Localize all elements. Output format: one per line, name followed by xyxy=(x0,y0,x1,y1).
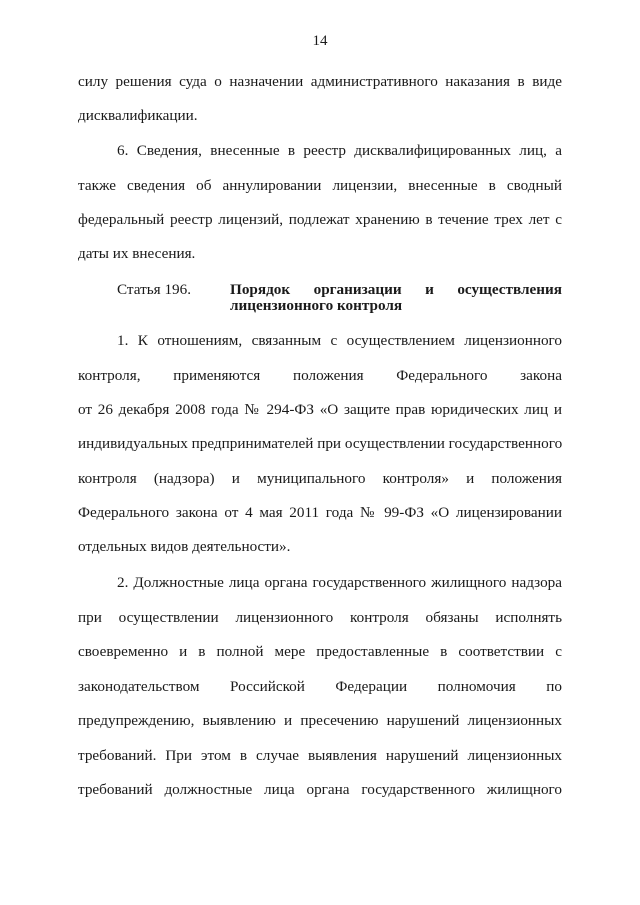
paragraph-line: индивидуальных предпринимателей при осуществлении государственного xyxy=(78,435,563,452)
article-title-line: Порядок организации и осуществления xyxy=(230,281,562,298)
paragraph-line: 1. К отношениям, связанным с осуществлением лицензионного xyxy=(117,332,562,349)
paragraph-line: федеральный реестр лицензий, подлежат хранению в течение трех лет с xyxy=(78,211,562,228)
article-title-line: лицензионного контроля xyxy=(230,297,403,314)
paragraph-line: 6. Сведения, внесенные в реестр дисквалифицированных лиц, а xyxy=(117,142,562,159)
paragraph-line: силу решения суда о назначении административного наказания в виде xyxy=(78,73,562,90)
paragraph-line: предупреждению, выявлению и пресечению нарушений лицензионных xyxy=(78,712,562,729)
paragraph-line: требований. При этом в случае выявления нарушений лицензионных xyxy=(78,747,562,764)
paragraph-line: отдельных видов деятельности». xyxy=(78,538,291,555)
paragraph-line: при осуществлении лицензионного контроля обязаны исполнять xyxy=(78,609,562,626)
paragraph-line: Федерального закона от 4 мая 2011 года № 99-ФЗ «О лицензировании xyxy=(78,504,562,521)
paragraph-line: контроля (надзора) и муниципального контроля» и положения xyxy=(78,470,562,487)
paragraph-line: от 26 декабря 2008 года № 294-ФЗ «О защите прав юридических лиц и xyxy=(78,401,562,418)
paragraph-line: контроля, применяются положения Федерального закона xyxy=(78,367,562,384)
paragraph-line: законодательством Российской Федерации полномочия по xyxy=(78,678,562,695)
paragraph-line: 2. Должностные лица органа государственного жилищного надзора xyxy=(117,574,562,591)
paragraph-line: дисквалификации. xyxy=(78,107,198,124)
article-label: Статья 196. xyxy=(117,281,192,298)
paragraph-line: требований должностные лица органа государственного жилищного xyxy=(78,781,562,798)
paragraph-line: даты их внесения. xyxy=(78,245,196,262)
page-number: 14 xyxy=(312,33,328,49)
paragraph-line: также сведения об аннулировании лицензии, внесенные в сводный xyxy=(78,177,562,194)
paragraph-line: своевременно и в полной мере предоставленные в соответствии с xyxy=(78,643,562,660)
